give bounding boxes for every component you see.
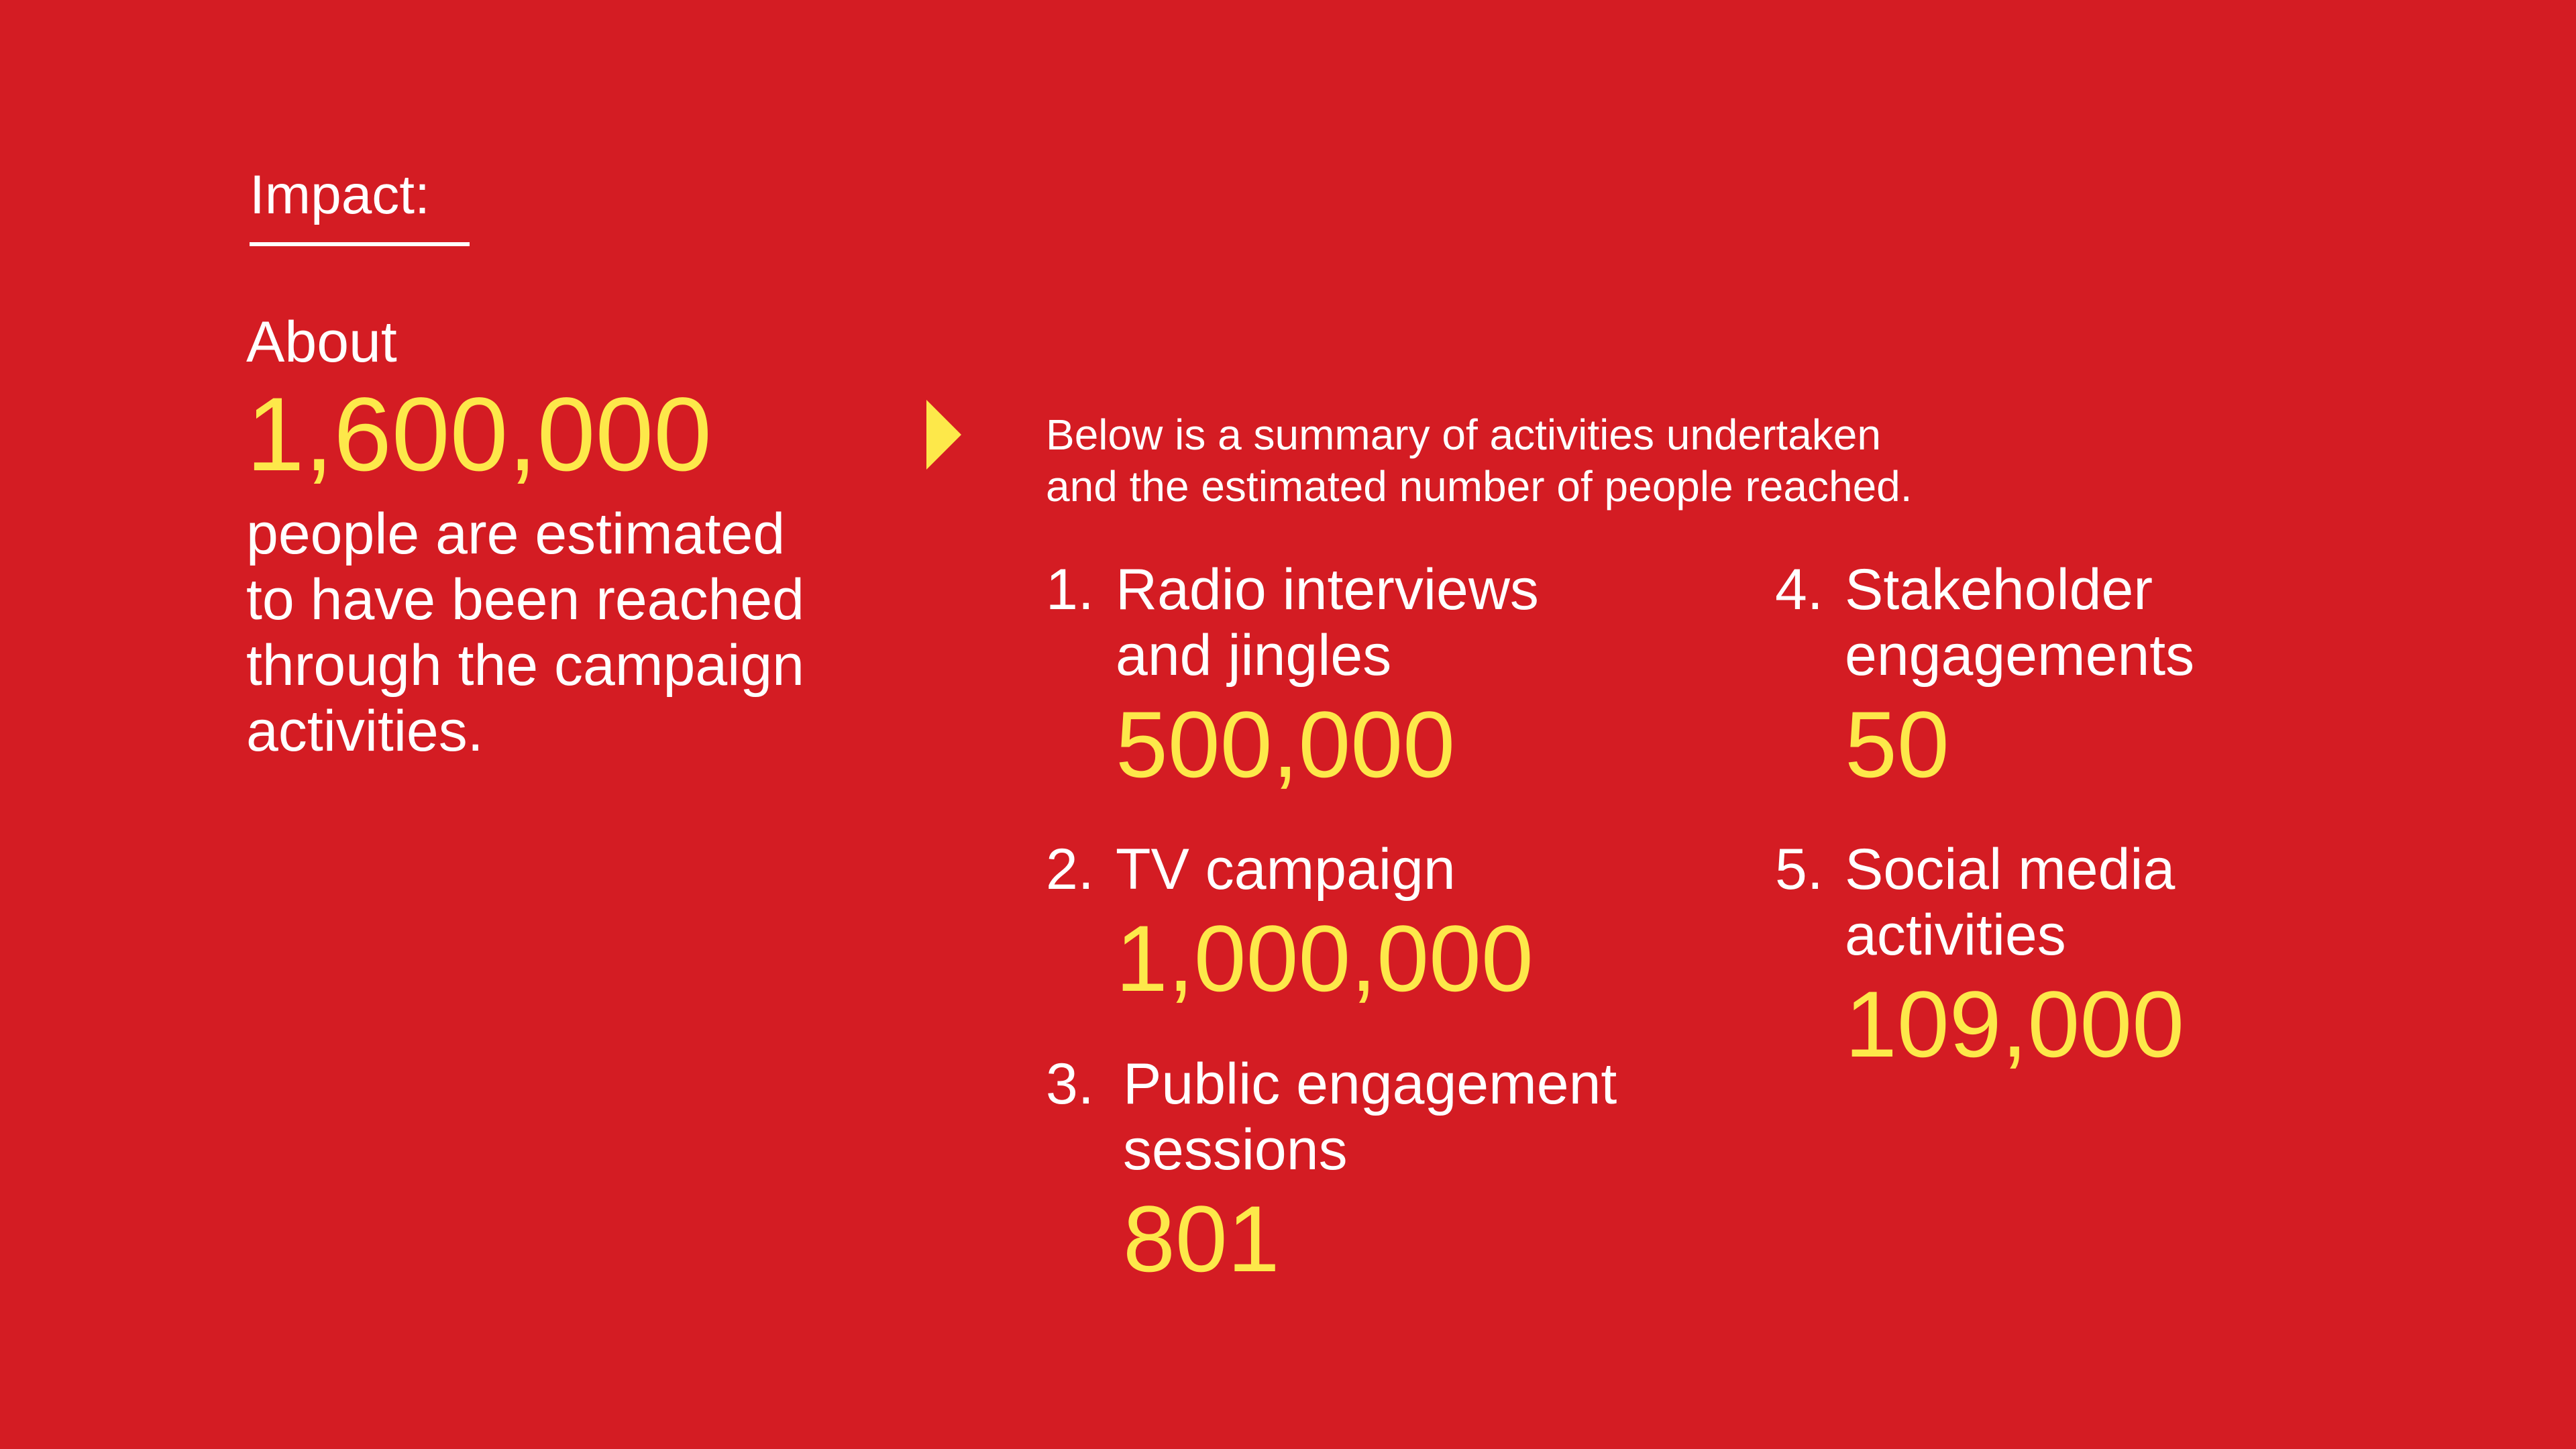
arrow-right-icon <box>926 400 961 470</box>
activity-label: engagements <box>1845 623 2195 688</box>
activity-label: activities <box>1845 903 2066 967</box>
description-line: to have been reached <box>246 568 804 632</box>
activity-radio <box>1046 557 1539 797</box>
activity-value: 1,000,000 <box>1116 906 1534 1011</box>
activity-number: 3. <box>1046 1052 1094 1116</box>
about-label: About <box>246 310 397 374</box>
summary-line: and the estimated number of people reached. <box>1046 462 1913 511</box>
activity-stakeholder <box>1775 557 2195 797</box>
total-reached-description <box>246 501 804 764</box>
description-line: activities. <box>246 699 484 763</box>
activity-tv <box>1046 837 1534 1011</box>
activity-number: 2. <box>1046 837 1094 902</box>
activity-number: 5. <box>1775 837 1823 902</box>
summary-intro <box>1046 409 1913 513</box>
description-line: through the campaign <box>246 633 804 698</box>
activity-label: Stakeholder <box>1845 557 2153 622</box>
activity-public-engagement <box>1046 1051 1617 1291</box>
description-line: people are estimated <box>246 502 786 566</box>
activity-label: sessions <box>1123 1118 1348 1182</box>
heading-underline <box>250 242 470 246</box>
activity-value: 500,000 <box>1116 692 1456 797</box>
activity-number: 4. <box>1775 557 1823 622</box>
activity-label: and jingles <box>1116 623 1392 688</box>
activity-value: 109,000 <box>1845 971 2185 1077</box>
impact-heading: Impact: <box>250 164 430 225</box>
activity-value: 801 <box>1123 1186 1280 1291</box>
activity-label: Public engagement <box>1123 1052 1617 1116</box>
activity-value: 50 <box>1845 692 1949 797</box>
activity-label: TV campaign <box>1116 837 1456 902</box>
activity-social-media <box>1775 837 2185 1077</box>
summary-line: Below is a summary of activities undertaken <box>1046 411 1881 459</box>
activity-label: Radio interviews <box>1116 557 1539 622</box>
total-reached-value: 1,600,000 <box>246 376 712 493</box>
activity-number: 1. <box>1046 557 1094 622</box>
activity-label: Social media <box>1845 837 2176 902</box>
